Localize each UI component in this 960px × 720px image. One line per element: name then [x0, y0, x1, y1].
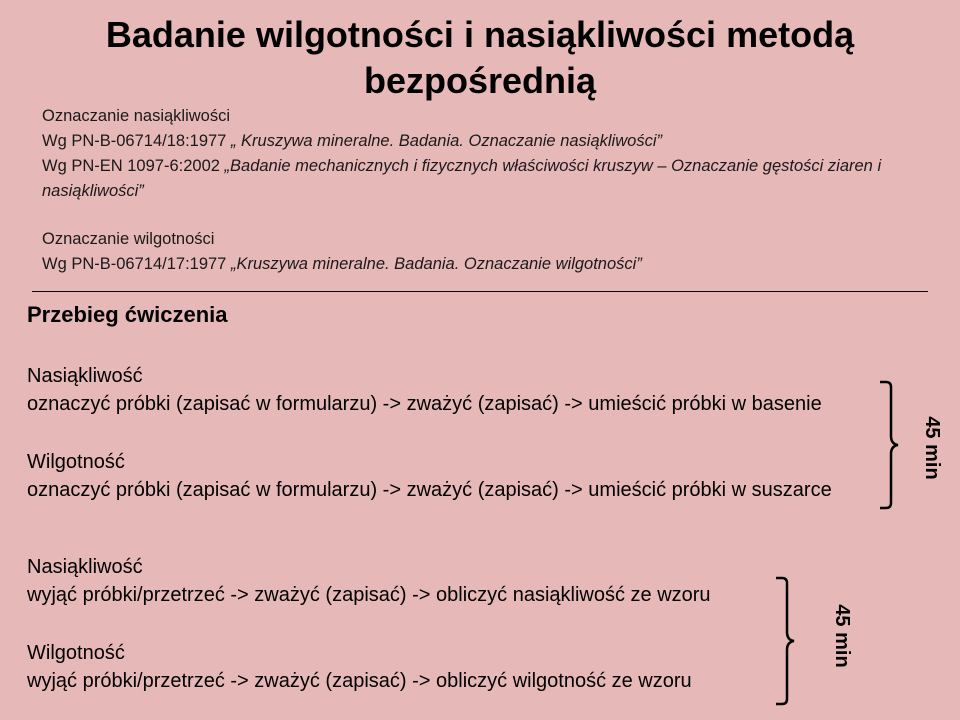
absorbency-standard-2-title: „Badanie mechanicznych i fizycznych właściwości kruszyw – Oznaczanie gęstości ziaren i nasiąkliwości” [42, 157, 882, 200]
stage2-moisture-steps: wyjąć próbki/przetrzeć -> zważyć (zapisać) -> obliczyć wilgotność ze wzoru [27, 670, 692, 692]
stage2-brace-icon [768, 574, 808, 708]
stage2-absorbency [27, 553, 711, 609]
stage1-moisture-steps: oznaczyć próbki (zapisać w formularzu) -> zważyć (zapisać) -> umieścić próbki w suszarce [27, 479, 832, 501]
spacer [42, 204, 922, 227]
stage1-absorbency-label: Nasiąkliwość [27, 365, 143, 387]
moisture-heading: Oznaczanie wilgotności [42, 230, 215, 248]
title-line-2: bezpośrednią [363, 60, 597, 101]
moisture-standard-title: „Kruszywa mineralne. Badania. Oznaczanie wilgotności” [230, 255, 642, 273]
stage1-absorbency [27, 362, 822, 418]
absorbency-heading: Oznaczanie nasiąkliwości [42, 107, 231, 125]
stage2-absorbency-label: Nasiąkliwość [27, 556, 143, 578]
divider-line [32, 291, 928, 292]
stage2-absorbency-steps: wyjąć próbki/przetrzeć -> zważyć (zapisać) -> obliczyć nasiąkliwość ze wzoru [27, 584, 711, 606]
stage1-brace-icon [872, 378, 912, 512]
section-title: Przebieg ćwiczenia [27, 302, 228, 327]
stage1-moisture [27, 448, 832, 504]
absorbency-standard-2 [42, 154, 922, 204]
moisture-standard [42, 252, 922, 277]
absorbency-standard-1-code: Wg PN-B-06714/18:1977 [42, 132, 231, 150]
stage1-absorbency-steps: oznaczyć próbki (zapisać w formularzu) -> zważyć (zapisać) -> umieścić próbki w basenie [27, 393, 822, 415]
absorbency-standard-2-code: Wg PN-EN 1097-6:2002 [42, 157, 225, 175]
slide-title [60, 12, 900, 104]
absorbency-standard-1-title: „ Kruszywa mineralne. Badania. Oznaczanie nasiąkliwości” [230, 132, 662, 150]
stage2-moisture-label: Wilgotność [27, 642, 125, 664]
stage1-moisture-label: Wilgotność [27, 451, 125, 473]
stage2-duration: 45 min [831, 604, 853, 668]
moisture-standard-code: Wg PN-B-06714/17:1977 [42, 255, 231, 273]
title-line-1: Badanie wilgotności i nasiąkliwości metodą [105, 14, 855, 55]
stage1-duration: 45 min [921, 416, 943, 480]
standards-references [42, 104, 922, 277]
stage2-moisture [27, 639, 692, 695]
absorbency-standard-1 [42, 129, 922, 154]
